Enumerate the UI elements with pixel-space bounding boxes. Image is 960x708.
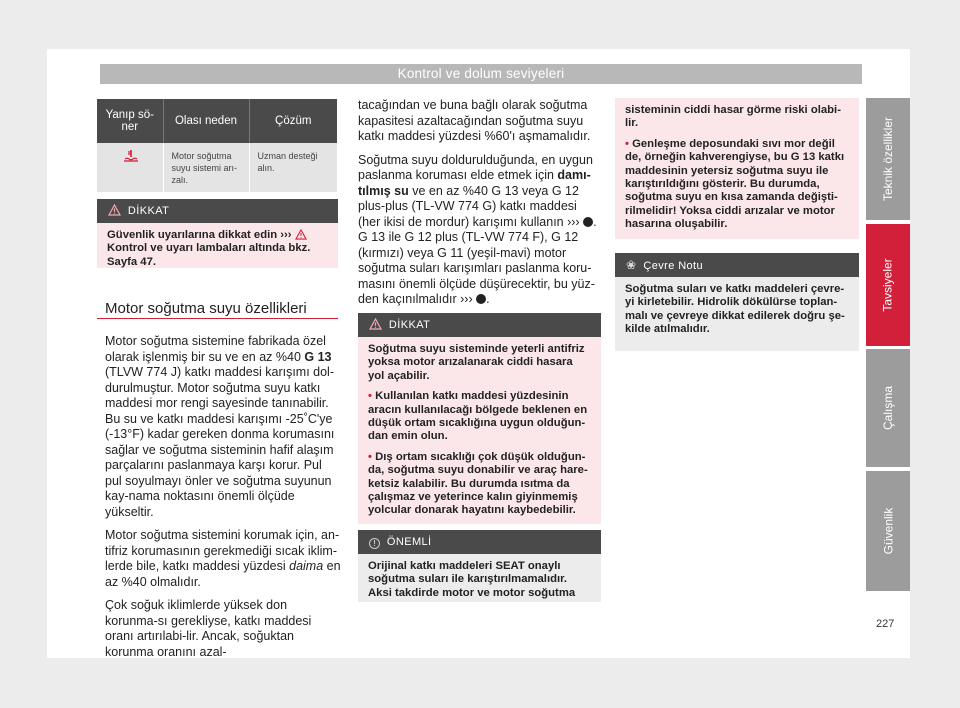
- coolant-warning-icon: [97, 143, 163, 192]
- paragraph: Motor soğutma sistemini korumak için, an-tifriz korumasının gerekmediği sıcak iklim-lerde bile, katkı maddesi yüzdesi daima en az %40 olmalıdır.: [105, 528, 341, 589]
- warning-box-2: DİKKAT Soğutma suyu sisteminde yeterli antifriz yoksa motor arızalanarak ciddi hasara yol açabilir. • Kullanılan katkı maddesi yüzdesinin aracın kullanılacağı bölgede beklenen en düşük ortam sıcaklığına uygun olduğun-dan emin olun. • Dış ortam sıcaklığı çok düşük olduğun-da, soğutma suyu donabilir ve araç hare-ketsiz kalabilir. Bu durumda ısıtma da çalışmaz ve yeterince kalın giyinmemiş yolcular donarak hayatını kaybedebilir.: [358, 313, 601, 524]
- warning-header: DİKKAT: [97, 199, 338, 223]
- paragraph: Çok soğuk iklimlerde yüksek don korunma-sı gerekliyse, katkı maddesi oranı artırılabi-lir. Ancak, soğuktan korunma oranını azal-: [105, 598, 312, 659]
- page-number: 227: [876, 618, 895, 630]
- th-solution: Çözüm: [249, 99, 337, 143]
- bullet: •: [625, 137, 629, 150]
- warning-header: DİKKAT: [358, 313, 601, 337]
- paragraph: tacağından ve buna bağlı olarak soğutma kapasitesi azaltacağından soğutma suyu katkı maddesi yüzdesi %60'ı aşmamalıdır.: [358, 98, 591, 143]
- section-heading: Motor soğutma suyu özellikleri: [105, 300, 307, 317]
- warning-triangle-icon: [108, 204, 121, 216]
- paragraph: Soğutma suyu doldurulduğunda, en uygun paslanma koruması elde etmek için damı-tılmış su ve en az %40 G 13 veya G 12 plus-plus (TL-VW 774 G) katkı maddesi (her ikisi de mordur) karışımı kullanın ››› . G 13 ile G 12 plus (TL-VW 774 F), G 12 (kırmızı) veya G 11 (yeşil-mavi) motor soğutma suları karışımları paslanma koru-masını önemli ölçüde düşürecektir, bu yüz-den kaçınılmalıdır ››› .: [358, 152, 597, 306]
- bullet: •: [368, 390, 372, 403]
- tab-guvenlik[interactable]: Güvenlik: [866, 471, 910, 591]
- th-blink: Yanıp sö-ner: [97, 99, 163, 143]
- cell-cause: Motor soğutma suyu sistemi arı-zalı.: [163, 143, 249, 192]
- info-icon: [583, 217, 593, 227]
- column-1: [105, 334, 341, 668]
- page-header: Kontrol ve dolum seviyeleri: [100, 64, 862, 84]
- column-2: [358, 98, 601, 316]
- environment-note-box: ❀ Çevre Notu Soğutma suları ve katkı maddeleri çevre-yi kirletebilir. Hidrolik dökülürse toplan-malı ve çevreye dikkat edilerek doğru şe-kilde atılmalıdır.: [615, 253, 859, 351]
- cell-solution: Uzman desteği alın.: [249, 143, 337, 192]
- warning-box-1: DİKKAT Güvenlik uyarılarına dikkat edin ››› Kontrol ve uyarı lambaları altında bkz. Sayfa 47.: [97, 199, 338, 268]
- tab-calisma[interactable]: Çalışma: [866, 349, 910, 467]
- indicator-table: [97, 99, 337, 192]
- note-header: ! ÖNEMLİ: [358, 530, 601, 554]
- table-row: [97, 143, 337, 192]
- tab-teknik[interactable]: Teknik özellikler: [866, 98, 910, 220]
- warning-triangle-icon: [369, 318, 382, 330]
- exclamation-icon: !: [369, 538, 380, 549]
- tab-tavsiyeler[interactable]: Tavsiyeler: [866, 224, 910, 346]
- info-icon: [476, 294, 486, 304]
- heading-rule: [97, 318, 338, 319]
- flower-icon: ❀: [626, 258, 637, 272]
- paragraph: Motor soğutma sistemine fabrikada özel olarak işlenmiş bir su ve en az %40 G 13 (TLVW 774 J) katkı maddesi karışımı dol-durulmuştur. Motor soğutma suyu katkı maddesi mor rengi sayesinde tanınabilir. Bu su ve katkı maddesi karışımı -25˚C'ye (-13°F) kadar gereken donma korumasını sağlar ve soğutma sisteminin hafif alaşım parçalarını paslanmaya karşı korur. Pul pul soyulmayı önler ve soğutma suyunun kay-nama noktasını önemli ölçüde yükseltir.: [105, 334, 335, 519]
- bullet: •: [368, 450, 372, 463]
- warning-triangle-icon: [295, 229, 307, 240]
- env-header: ❀ Çevre Notu: [615, 253, 859, 277]
- note-box: ! ÖNEMLİ Orijinal katkı maddeleri SEAT onaylı soğutma suları ile karıştırılmamalıdır. Aksi takdirde motor ve motor soğutma: [358, 530, 601, 602]
- warning-box-3: sisteminin ciddi hasar görme riski olabi-lir. • Genleşme deposundaki sıvı mor değil de, örneğin kahverengiyse, bu G 13 katkı maddesinin yetersiz soğutma suyu ile karıştırıldığını gösterir. Bu durumda, soğutma suyu en kısa zamanda değişti-rilmelidir! Yoksa ciddi arızalar ve motor hasarına oluşabilir.: [615, 98, 859, 239]
- th-cause: Olası neden: [163, 99, 249, 143]
- table-header-row: [97, 99, 337, 143]
